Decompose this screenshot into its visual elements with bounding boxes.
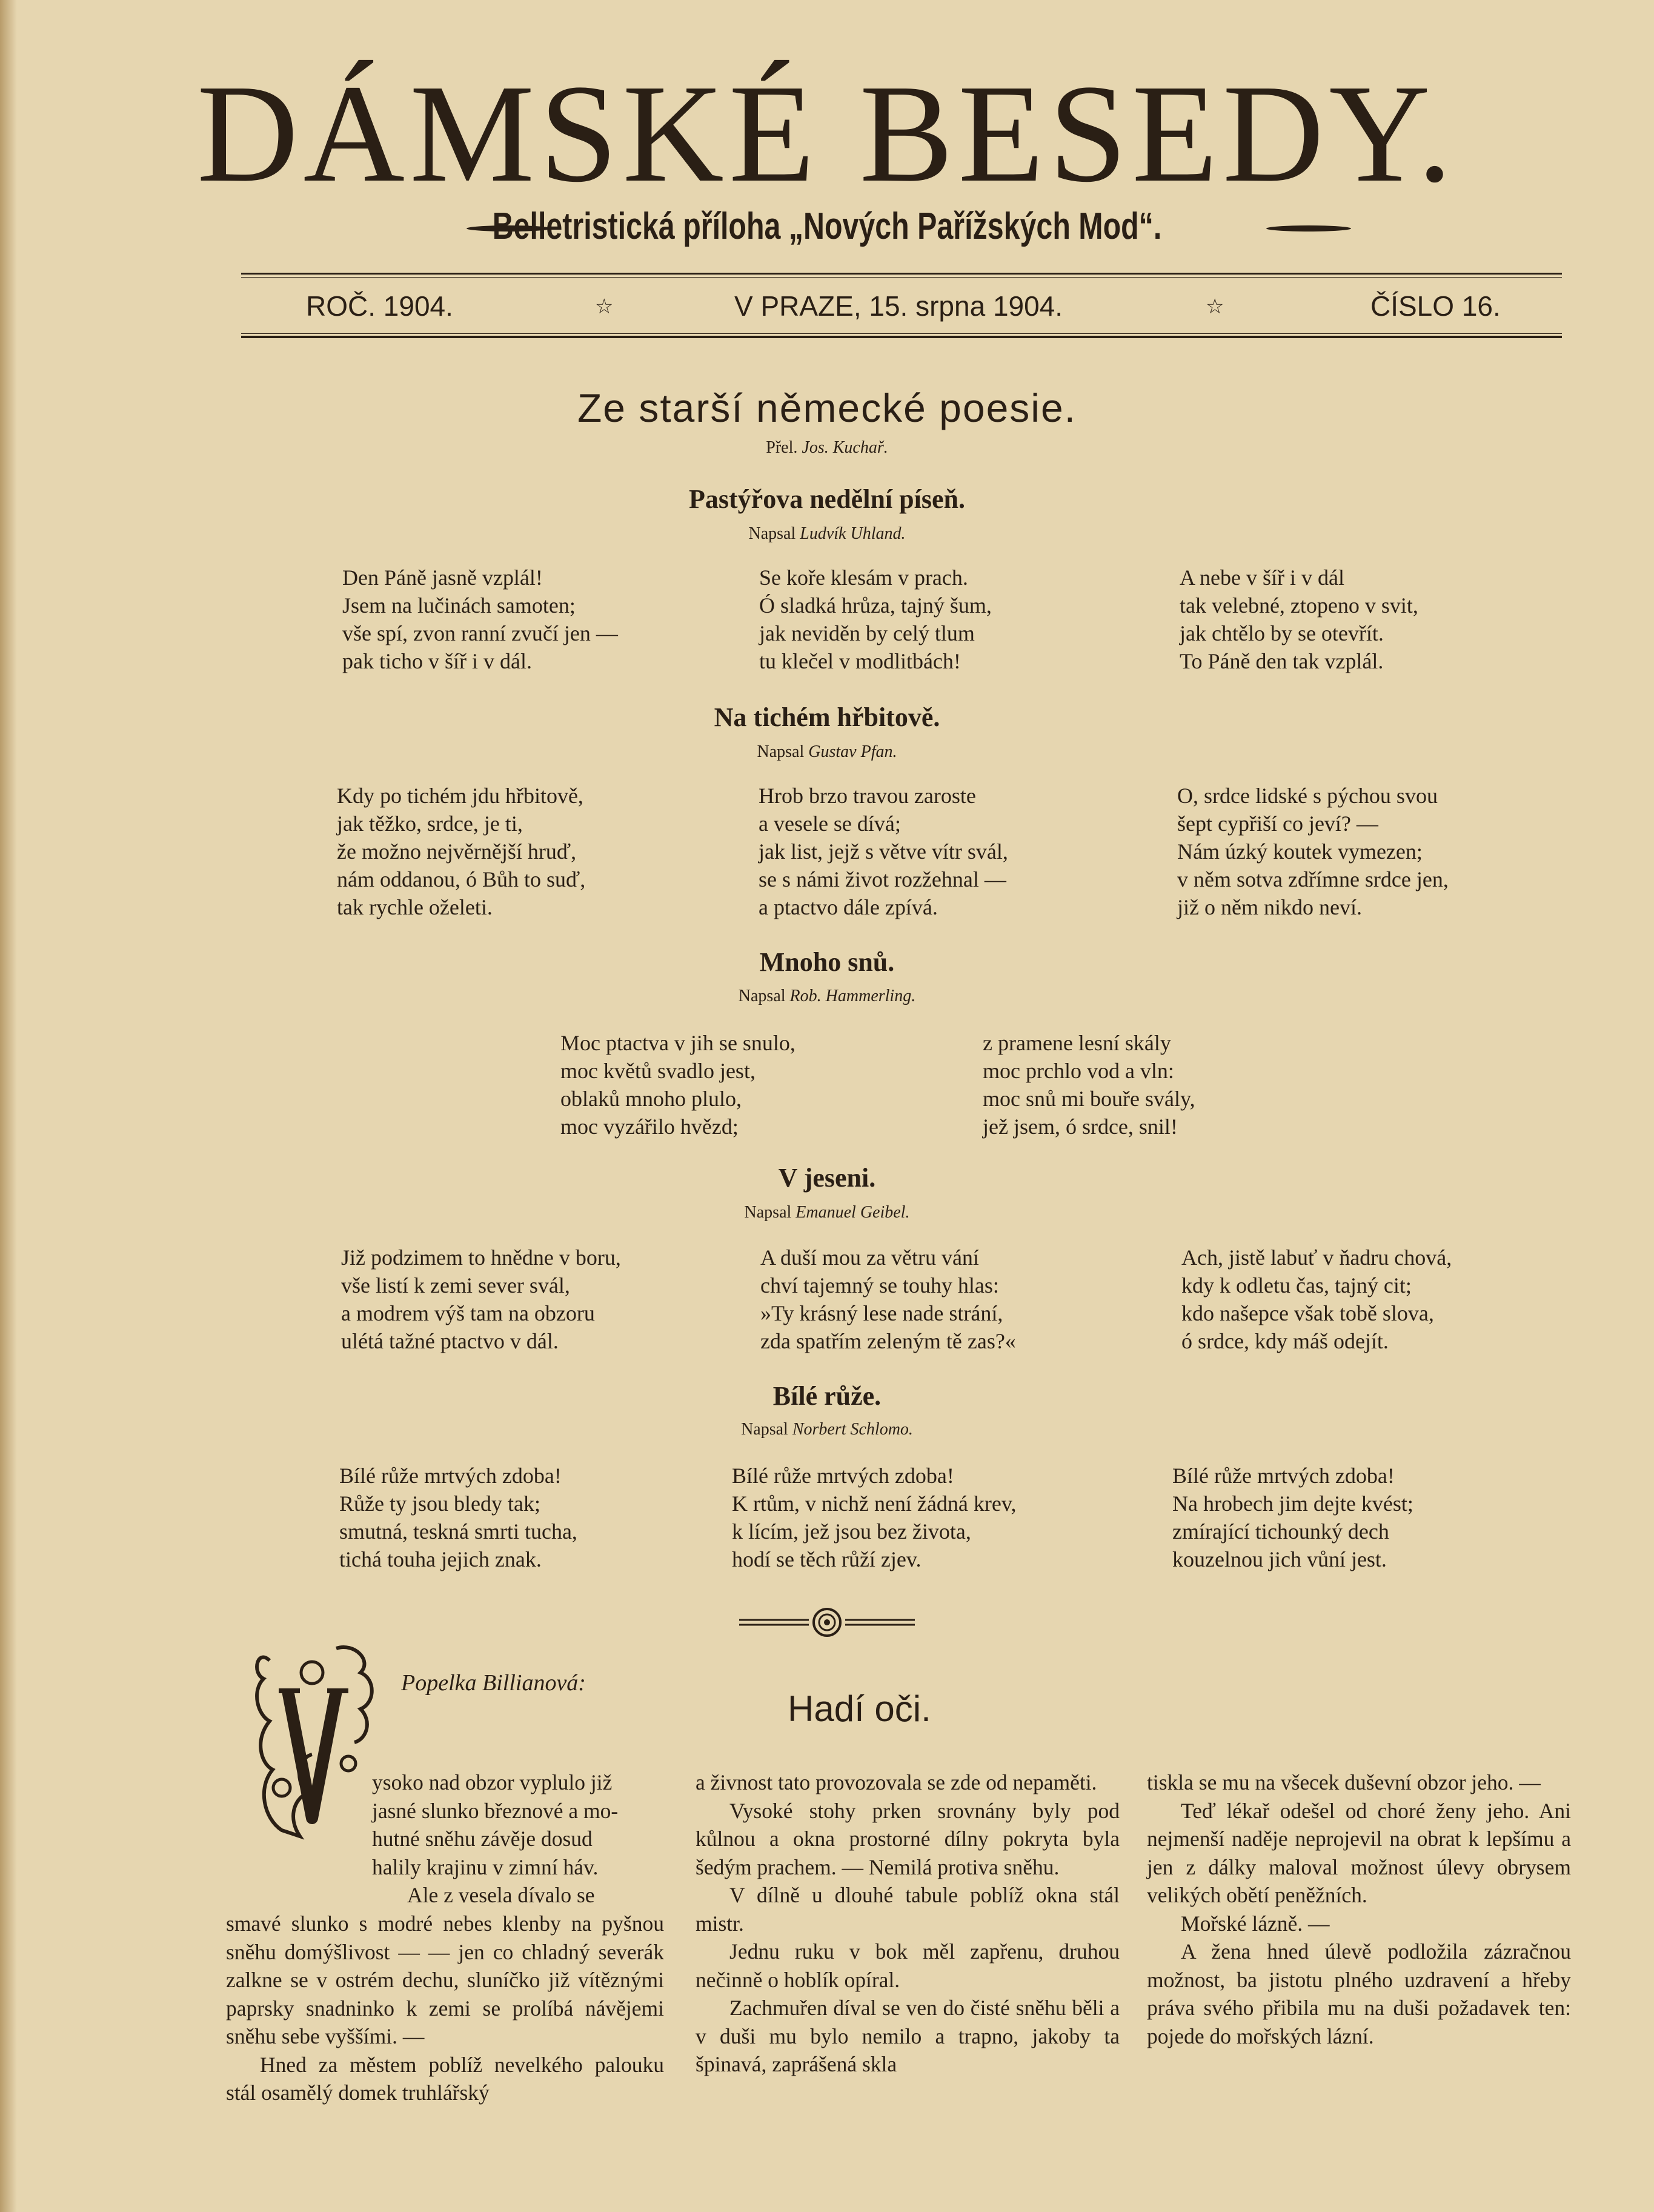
story-paragraph: Vysoké stohy prken srovnány byly pod kůlnou a okna prostorné dílny pokryta byla šedým prachem. — Nemilá protiva sněhu.	[696, 1798, 1120, 1879]
story-column-1	[226, 1910, 664, 2107]
story-paragraph: Mořské lázně. —	[1181, 1911, 1330, 1936]
author-name: Emanuel Geibel.	[795, 1203, 910, 1222]
story-column-3	[1147, 1768, 1571, 2050]
credit-prefix: Přel.	[766, 438, 798, 457]
header-rule-top-thin	[241, 277, 1562, 278]
section-title: Ze starší německé poesie.	[577, 385, 1077, 430]
masthead-title: DÁMSKÉ BESEDY.	[196, 56, 1458, 212]
lead-line: hutné sněhu závěje dosud	[372, 1827, 593, 1851]
poem-stanza: O, srdce lidské s pýchou svou šept cypřiší co jeví? — Nám úzký koutek vymezen; v něm sotva zdřímne srdce jen, již o něm nikdo neví.	[1177, 784, 1449, 919]
poem-author	[0, 742, 1654, 762]
author-prefix: Napsal	[741, 1420, 788, 1439]
poem-stanza: z pramene lesní skály moc prchlo vod a vln: moc snů mi bouře svály, jež jsem, ó srdce, snil!	[983, 1031, 1195, 1139]
poem-stanza: Se koře klesám v prach. Ó sladká hrůza, tajný šum, jak neviděn by celý tlum tu klečel v modlitbách!	[759, 565, 992, 673]
lead-line: halily krajinu v zimní háv.	[372, 1854, 599, 1879]
author-name: Ludvík Uhland.	[800, 524, 906, 543]
story-author: Popelka Billianová:	[401, 1670, 586, 1696]
poem-title: Na tichém hřbitově.	[714, 702, 940, 732]
lead-line: jasné slunko březnové a mo-	[372, 1798, 619, 1823]
poem-stanza: A duší mou za větru vání chví tajemný se touhy hlas: »Ty krásný lese nade strání, zda spatřím zeleným tě zas?«	[760, 1245, 1016, 1353]
poem-stanza: Hrob brzo travou zaroste a vesele se dívá; jak list, jejž s větve vítr svál, se s námi život rozžehnal — a ptactvo dále zpívá.	[759, 784, 1008, 919]
masthead-subtitle: Belletristická příloha „Nových Pařížských Mod“.	[492, 205, 1162, 247]
poem-title: Bílé růže.	[772, 1381, 882, 1411]
story-paragraph: tiskla se mu na všecek duševní obzor jeho. —	[1147, 1770, 1541, 1794]
decorative-initial-v	[245, 1636, 379, 1842]
poem-author	[0, 1203, 1654, 1222]
star-separator-left: ☆	[595, 296, 614, 318]
story-paragraph: V dílně u dlouhé tabule poblíž okna stál mistr.	[696, 1883, 1120, 1936]
lead-line: ysoko nad obzor vyplulo již	[372, 1770, 613, 1794]
poem-stanza: A nebe v šíř i v dál tak velebné, ztopeno v svit, jak chtělo by se otevřít. To Páně den tak vzplál.	[1180, 565, 1418, 673]
story-paragraph: Jednu ruku v bok měl zapřenu, druhou nečinně o hoblík opíral.	[696, 1939, 1120, 1992]
author-name: Rob. Hammerling.	[789, 987, 916, 1005]
poem-stanza: Den Páně jasně vzplál! Jsem na lučinách samoten; vše spí, zvon ranní zvučí jen — pak ticho v šíř i v dál.	[342, 565, 618, 673]
poem-author	[0, 987, 1654, 1006]
story-paragraph: a živnost tato provozovala se zde od nepaměti.	[696, 1770, 1097, 1794]
place-date: V PRAZE, 15. srpna 1904.	[734, 290, 1063, 322]
header-rule-bottom	[241, 336, 1562, 338]
story-paragraph: Teď lékař odešel od choré ženy jeho. Ani nejmenší naděje neprojevil na obrat k lepšímu a jen z dálky maloval možnost úlevy obrysem velikých obětí peněžních.	[1147, 1798, 1571, 1907]
volume-label: ROČ. 1904.	[306, 290, 453, 322]
author-name: Norbert Schlomo.	[792, 1420, 913, 1439]
section-credit	[0, 438, 1654, 458]
poem-stanza: Kdy po tichém jdu hřbitově, jak těžko, srdce, je ti, že možno nejvěrnější hruď, nám oddanou, ó Bůh to suď, tak rychle oželeti.	[337, 784, 586, 919]
story-column-2	[696, 1768, 1120, 2079]
poem-author	[0, 1420, 1654, 1439]
header-rule-bottom-thin	[241, 333, 1562, 334]
poem-title: Mnoho snů.	[759, 947, 895, 977]
binding-edge	[0, 0, 17, 2212]
translator-name: Jos. Kuchař.	[802, 438, 888, 457]
story-paragraph: A žena hned úlevě podložila zázračnou možnost, ba jistotu plného uzdravení a hřeby práva svého přibila mu na duši požadavek ten: pojede do mořských lázní.	[1147, 1939, 1571, 2048]
poem-title: Pastýřova nedělní píseň.	[689, 484, 965, 514]
author-prefix: Napsal	[738, 987, 786, 1005]
poem-stanza: Moc ptactva v jih se snulo, moc květů svadlo jest, oblaků mnoho plulo, moc vyzářilo hvězd;	[560, 1031, 795, 1139]
author-prefix: Napsal	[744, 1203, 792, 1222]
poem-stanza: Již podzimem to hnědne v boru, vše listí k zemi sever svál, a modrem výš tam na obzoru ulétá tažné ptactvo v dál.	[341, 1245, 621, 1353]
poem-title: V jeseni.	[778, 1163, 876, 1193]
star-separator-right: ☆	[1206, 296, 1224, 318]
poem-stanza: Bílé růže mrtvých zdoba! Růže ty jsou bledy tak; smutná, teskná smrti tucha, tichá touha jejich znak.	[339, 1464, 577, 1571]
poem-stanza: Bílé růže mrtvých zdoba! Na hrobech jim dejte kvést; zmírající tichounký dech kouzelnou jich vůní jest.	[1172, 1464, 1413, 1571]
author-prefix: Napsal	[757, 742, 805, 761]
author-prefix: Napsal	[748, 524, 796, 543]
divider-ornament	[739, 1607, 915, 1637]
lead-line: Ale z vesela dívalo se	[407, 1883, 595, 1907]
story-paragraph: Zachmuřen díval se ven do čisté sněhu běli a v duši mu bylo nemilo a trapno, jakoby ta špinavá, zaprášená skla	[696, 1996, 1120, 2076]
story-title: Hadí oči.	[788, 1688, 931, 1729]
right-swash-ornament	[1266, 225, 1351, 232]
poem-author	[0, 524, 1654, 544]
author-name: Gustav Pfan.	[808, 742, 897, 761]
story-paragraph: smavé slunko s modré nebes klenby na pyšnou sněhu domýšlivost — — jen co chladný severák zalkne se v ostrém dechu, sluníčko již vítěznými paprsky snadninko k zemi se prolíbá návějemi sněhu sebe vyššími. —	[226, 1911, 664, 2048]
issue-number: ČÍSLO 16.	[1370, 290, 1501, 322]
story-column-1-lead	[372, 1768, 664, 1910]
poem-stanza: Ach, jistě labuť v ňadru chová, kdy k odletu čas, tajný cit; kdo našepce však tobě slova, ó srdce, kdy máš odejít.	[1181, 1245, 1452, 1353]
header-rule-top	[241, 273, 1562, 275]
story-paragraph: Hned za městem poblíž nevelkého palouku stál osamělý domek truhlářský	[226, 2052, 664, 2105]
poem-stanza: Bílé růže mrtvých zdoba! K rtům, v nichž není žádná krev, k lícím, jež jsou bez života, hodí se těch růží zjev.	[732, 1464, 1017, 1571]
